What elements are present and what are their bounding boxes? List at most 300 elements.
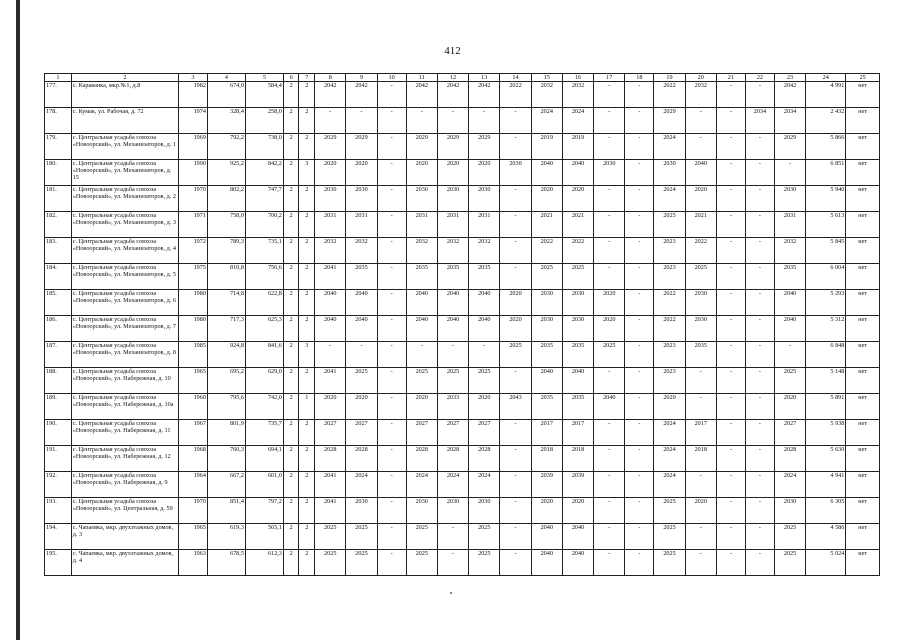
table-cell: 2018 (562, 446, 593, 472)
table-cell: - (377, 290, 406, 316)
table-cell: - (625, 160, 654, 186)
table-cell: - (745, 186, 774, 212)
row-number-cell: 177. (45, 82, 72, 108)
table-cell: 925,2 (207, 160, 245, 186)
table-row (45, 290, 880, 316)
table-cell: 2032 (406, 238, 437, 264)
table-cell: нет (846, 108, 880, 134)
table-cell: - (377, 394, 406, 420)
table-cell: 2025 (562, 264, 593, 290)
table-cell: 1964 (178, 472, 207, 498)
table-cell: 2025 (346, 524, 377, 550)
table-cell: 795,6 (207, 394, 245, 420)
address-cell: с. Центральная усадьба совхоза «Новоорский», ул. Центральная, д. 59 (71, 498, 178, 524)
table-cell: 4 941 (806, 472, 846, 498)
table-cell: - (716, 212, 745, 238)
row-number-cell: 181. (45, 186, 72, 212)
table-cell: - (625, 394, 654, 420)
table-cell: - (716, 186, 745, 212)
table-cell: 2040 (562, 524, 593, 550)
table-cell: 2019 (531, 134, 562, 160)
table-row (45, 82, 880, 108)
table-cell: 2034 (745, 108, 774, 134)
table-cell: 2024 (654, 472, 685, 498)
table-cell: 2020 (315, 394, 346, 420)
table-cell: 2020 (469, 160, 500, 186)
table-cell: нет (846, 238, 880, 264)
table-cell: 2020 (594, 316, 625, 342)
table-cell: 2023 (654, 238, 685, 264)
table-cell: - (745, 446, 774, 472)
row-number-cell: 182. (45, 212, 72, 238)
table-cell: 2025 (346, 368, 377, 394)
column-header-4: 4 (207, 74, 245, 82)
table-cell: 2024 (774, 472, 805, 498)
table-cell: 2025 (315, 550, 346, 576)
table-cell: 2030 (562, 316, 593, 342)
table-cell: - (500, 420, 531, 446)
table-cell: - (315, 342, 346, 368)
table-row (45, 368, 880, 394)
column-header-22: 22 (745, 74, 774, 82)
table-cell: 2027 (406, 420, 437, 446)
table-cell: - (500, 472, 531, 498)
table-cell: 2032 (346, 238, 377, 264)
table-row (45, 160, 880, 186)
table-cell: 2030 (774, 186, 805, 212)
table-cell: 2035 (406, 264, 437, 290)
table-cell: 2035 (531, 342, 562, 368)
table-cell: 2022 (654, 290, 685, 316)
table-cell: нет (846, 446, 880, 472)
table-cell: 2039 (531, 472, 562, 498)
table-cell: - (315, 108, 346, 134)
table-cell: 2035 (562, 342, 593, 368)
table-cell: 2 (283, 134, 299, 160)
table-cell: 851,4 (207, 498, 245, 524)
table-cell: - (745, 264, 774, 290)
table-cell: 742,0 (245, 394, 283, 420)
table-cell: - (625, 290, 654, 316)
table-cell: 1970 (178, 186, 207, 212)
table-cell: - (377, 498, 406, 524)
table-cell: 1972 (178, 238, 207, 264)
table-cell: 2030 (594, 160, 625, 186)
address-cell: с. Центральная усадьба совхоза «Новоорский», ул. Набережная, д. 9 (71, 472, 178, 498)
table-cell: - (377, 186, 406, 212)
table-cell: 2029 (315, 134, 346, 160)
table-cell: - (685, 134, 716, 160)
table-cell: 2 (299, 420, 315, 446)
table-cell: 2020 (437, 160, 468, 186)
table-cell: 2020 (594, 290, 625, 316)
table-cell: 5 148 (806, 368, 846, 394)
table-cell: 2 (299, 524, 315, 550)
table-cell: 2 (299, 472, 315, 498)
row-number-cell: 180. (45, 160, 72, 186)
table-cell: 1974 (178, 108, 207, 134)
table-cell: - (745, 394, 774, 420)
table-cell: нет (846, 342, 880, 368)
table-cell: 2020 (654, 394, 685, 420)
table-cell: - (500, 186, 531, 212)
column-header-2: 2 (71, 74, 178, 82)
table-cell: - (685, 472, 716, 498)
table-cell: - (500, 498, 531, 524)
table-cell: 2028 (346, 446, 377, 472)
table-cell: 2020 (562, 186, 593, 212)
table-cell: 2025 (437, 368, 468, 394)
column-header-18: 18 (625, 74, 654, 82)
table-cell: - (377, 420, 406, 446)
table-cell: - (745, 420, 774, 446)
table-cell: 2025 (406, 368, 437, 394)
table-cell: - (625, 420, 654, 446)
table-cell: - (500, 134, 531, 160)
table-cell: 2032 (562, 82, 593, 108)
table-cell: 2025 (774, 368, 805, 394)
table-cell: нет (846, 472, 880, 498)
table-cell: нет (846, 290, 880, 316)
table-cell: - (469, 108, 500, 134)
column-header-23: 23 (774, 74, 805, 82)
table-cell: 2031 (469, 212, 500, 238)
table-cell: - (625, 550, 654, 576)
table-cell: нет (846, 316, 880, 342)
table-cell: 2042 (315, 82, 346, 108)
table-cell: 2025 (469, 524, 500, 550)
address-cell: с. Центральная усадьба совхоза «Новоорский», ул. Механизаторов, д. 3 (71, 212, 178, 238)
table-cell: 2025 (654, 498, 685, 524)
table-cell: 2031 (774, 212, 805, 238)
table-cell: 5 845 (806, 238, 846, 264)
table-cell: - (716, 342, 745, 368)
table-cell: - (594, 420, 625, 446)
table-cell: 6 848 (806, 342, 846, 368)
table-cell: 667,2 (207, 472, 245, 498)
table-cell: 2022 (654, 316, 685, 342)
table-cell: 6 305 (806, 498, 846, 524)
row-number-cell: 187. (45, 342, 72, 368)
table-cell: - (594, 134, 625, 160)
table-cell: 2025 (774, 550, 805, 576)
table-row (45, 394, 880, 420)
table-cell: 5 891 (806, 394, 846, 420)
table-cell: 1985 (178, 342, 207, 368)
table-cell: - (745, 290, 774, 316)
address-cell: с. Центральная усадьба совхоза «Новоорский», ул. Набережная, д. 11 (71, 420, 178, 446)
table-row (45, 264, 880, 290)
table-cell: 2025 (406, 550, 437, 576)
table-cell: - (625, 472, 654, 498)
address-cell: с. Чапаевка, мкр. двухэтажных домов, д. 4 (71, 550, 178, 576)
table-cell: 2035 (469, 264, 500, 290)
table-cell: 2020 (346, 160, 377, 186)
table-cell: 2017 (685, 420, 716, 446)
table-cell: - (716, 446, 745, 472)
table-cell: 2 (299, 368, 315, 394)
table-cell: 2025 (531, 264, 562, 290)
table-cell: - (625, 82, 654, 108)
row-number-cell: 192. (45, 472, 72, 498)
table-cell: 2025 (654, 524, 685, 550)
table-cell: - (685, 108, 716, 134)
table-cell: - (716, 524, 745, 550)
column-header-14: 14 (500, 74, 531, 82)
address-cell: с. Центральная усадьба совхоза «Новоорский», ул. Механизаторов, д. 8 (71, 342, 178, 368)
table-cell: 2030 (531, 316, 562, 342)
table-cell: 2040 (469, 290, 500, 316)
table-cell: - (437, 550, 468, 576)
table-cell: - (716, 82, 745, 108)
table-cell: 2030 (315, 186, 346, 212)
table-cell: 565,1 (245, 524, 283, 550)
table-cell: 2020 (685, 498, 716, 524)
table-cell: нет (846, 134, 880, 160)
table-cell: 1967 (178, 420, 207, 446)
table-cell: 841,6 (245, 342, 283, 368)
table-cell: 5 940 (806, 186, 846, 212)
table-cell: 625,3 (245, 316, 283, 342)
table-row (45, 108, 880, 134)
table-cell: - (716, 368, 745, 394)
table-cell: - (500, 550, 531, 576)
column-header-15: 15 (531, 74, 562, 82)
table-cell: 2035 (531, 394, 562, 420)
row-number-cell: 188. (45, 368, 72, 394)
table-cell: нет (846, 212, 880, 238)
column-header-10: 10 (377, 74, 406, 82)
table-cell: 2 (283, 394, 299, 420)
table-cell: 328,4 (207, 108, 245, 134)
table-cell: 6 851 (806, 160, 846, 186)
table-cell: 2029 (469, 134, 500, 160)
table-cell: 2021 (562, 212, 593, 238)
table-cell: - (745, 238, 774, 264)
table-cell: - (594, 550, 625, 576)
table-cell: - (625, 316, 654, 342)
table-cell: 2027 (315, 420, 346, 446)
table-cell: 2 (283, 550, 299, 576)
table-cell: 694,1 (245, 446, 283, 472)
address-cell: с. Центральная усадьба совхоза «Новоорский», ул. Механизаторов, д. 5 (71, 264, 178, 290)
table-cell: 2020 (500, 290, 531, 316)
table-cell: - (745, 212, 774, 238)
table-cell: 2 (299, 550, 315, 576)
table-cell: 2042 (774, 82, 805, 108)
table-cell: - (377, 524, 406, 550)
table-cell: 758,0 (207, 212, 245, 238)
table-cell: 2029 (346, 134, 377, 160)
table-cell: 2040 (594, 394, 625, 420)
table-cell: 802,2 (207, 186, 245, 212)
table-cell: 801,9 (207, 420, 245, 446)
column-header-12: 12 (437, 74, 468, 82)
row-number-cell: 185. (45, 290, 72, 316)
table-cell: - (625, 108, 654, 134)
table-row (45, 238, 880, 264)
table-cell: 2024 (654, 446, 685, 472)
table-cell: 2 (299, 264, 315, 290)
table-cell: 2024 (437, 472, 468, 498)
table-cell: 5 630 (806, 446, 846, 472)
table-cell: - (594, 82, 625, 108)
table-cell: 2024 (406, 472, 437, 498)
table-cell: 2041 (315, 498, 346, 524)
table-cell: 2 (283, 472, 299, 498)
table-cell: 2020 (562, 498, 593, 524)
table-cell: 797,2 (245, 498, 283, 524)
table-cell: 2 (283, 290, 299, 316)
address-cell: с. Центральная усадьба совхоза «Новоорский», ул. Набережная, д. 12 (71, 446, 178, 472)
table-cell: 2 (283, 82, 299, 108)
data-table (44, 73, 880, 576)
table-cell: 2021 (685, 212, 716, 238)
table-cell: 2040 (531, 368, 562, 394)
table-cell: 1968 (178, 446, 207, 472)
table-cell: - (500, 524, 531, 550)
table-cell: 584,4 (245, 82, 283, 108)
table-body (45, 82, 880, 576)
table-cell: - (377, 550, 406, 576)
table-cell: - (745, 524, 774, 550)
table-cell: - (745, 498, 774, 524)
table-cell: 2035 (562, 394, 593, 420)
table-cell: - (377, 134, 406, 160)
column-header-16: 16 (562, 74, 593, 82)
table-cell: - (500, 108, 531, 134)
table-cell: 4 586 (806, 524, 846, 550)
table-cell: 2 (299, 446, 315, 472)
table-cell: 2040 (685, 160, 716, 186)
table-cell: 2025 (469, 368, 500, 394)
table-cell: 1980 (178, 316, 207, 342)
table-cell: - (377, 160, 406, 186)
table-cell: 2039 (562, 472, 593, 498)
table-cell: 2040 (406, 316, 437, 342)
table-cell: - (377, 212, 406, 238)
column-header-20: 20 (685, 74, 716, 82)
table-cell: 2030 (406, 498, 437, 524)
table-cell: 2040 (315, 290, 346, 316)
table-cell: 2025 (315, 524, 346, 550)
page-edge-bar (16, 0, 20, 640)
table-cell: 2 (283, 316, 299, 342)
table-cell: 2 (283, 186, 299, 212)
table-cell: 2 (283, 524, 299, 550)
table-cell: - (685, 550, 716, 576)
table-cell: 674,0 (207, 82, 245, 108)
table-cell: 2027 (437, 420, 468, 446)
table-cell: - (377, 108, 406, 134)
table-cell: 2041 (315, 264, 346, 290)
table-cell: 2024 (562, 108, 593, 134)
column-header-25: 25 (846, 74, 880, 82)
table-cell: - (716, 498, 745, 524)
table-cell: 738,0 (245, 134, 283, 160)
table-cell: 2024 (654, 186, 685, 212)
table-cell: 2040 (437, 290, 468, 316)
table-cell: 2032 (774, 238, 805, 264)
table-cell: 2030 (685, 290, 716, 316)
header-row (45, 74, 880, 82)
table-cell: 735,7 (245, 420, 283, 446)
table-cell: 2020 (500, 316, 531, 342)
table-cell: 2 (283, 238, 299, 264)
table-cell: - (594, 446, 625, 472)
table-cell: 2030 (469, 186, 500, 212)
table-cell: 2024 (346, 472, 377, 498)
table-cell: нет (846, 186, 880, 212)
table-cell: 2032 (685, 82, 716, 108)
table-cell: 2018 (531, 446, 562, 472)
table-cell: 2020 (685, 186, 716, 212)
table-cell: 2022 (531, 238, 562, 264)
table-cell: 2020 (469, 394, 500, 420)
column-header-9: 9 (346, 74, 377, 82)
table-cell: 2020 (406, 394, 437, 420)
address-cell: с. Центральная усадьба совхоза «Новоорский», ул. Механизаторов, д. 2 (71, 186, 178, 212)
table-cell: нет (846, 394, 880, 420)
table-row (45, 316, 880, 342)
table-cell: 2030 (437, 186, 468, 212)
table-cell: 2028 (774, 446, 805, 472)
table-cell: - (745, 472, 774, 498)
table-row (45, 420, 880, 446)
table-cell: 2040 (774, 290, 805, 316)
table-cell: 2022 (500, 82, 531, 108)
table-cell: 2027 (469, 420, 500, 446)
table-cell: 2023 (654, 368, 685, 394)
table-cell: 2035 (437, 264, 468, 290)
table-cell: 2040 (406, 290, 437, 316)
table-cell: - (716, 290, 745, 316)
table-cell: 789,3 (207, 238, 245, 264)
table-cell: 2040 (531, 550, 562, 576)
table-cell: - (594, 108, 625, 134)
table-cell: - (685, 394, 716, 420)
table-cell: 2023 (654, 342, 685, 368)
table-cell: нет (846, 368, 880, 394)
table-cell: - (745, 368, 774, 394)
table-cell: 2042 (469, 82, 500, 108)
address-cell: с. Центральная усадьба совхоза «Новоорский», ул. Механизаторов, д. 15 (71, 160, 178, 186)
table-cell: - (437, 342, 468, 368)
table-cell: 2030 (346, 498, 377, 524)
table-cell: 2033 (437, 394, 468, 420)
table-cell: нет (846, 264, 880, 290)
table-cell: - (745, 160, 774, 186)
table-cell: 747,7 (245, 186, 283, 212)
table-cell: - (625, 524, 654, 550)
table-cell: 760,3 (207, 446, 245, 472)
table-cell: 4 991 (806, 82, 846, 108)
table-cell: 2032 (469, 238, 500, 264)
table-cell: 2030 (469, 498, 500, 524)
table-cell: 2023 (654, 264, 685, 290)
table-cell: 2 (299, 238, 315, 264)
table-cell: - (716, 134, 745, 160)
table-cell: 5 938 (806, 420, 846, 446)
table-cell: 2042 (437, 82, 468, 108)
table-cell: - (406, 342, 437, 368)
table-cell: 5 293 (806, 290, 846, 316)
table-cell: 2024 (654, 134, 685, 160)
table-cell: 1975 (178, 264, 207, 290)
table-row (45, 446, 880, 472)
table-cell: - (625, 212, 654, 238)
table-cell: 2040 (315, 316, 346, 342)
